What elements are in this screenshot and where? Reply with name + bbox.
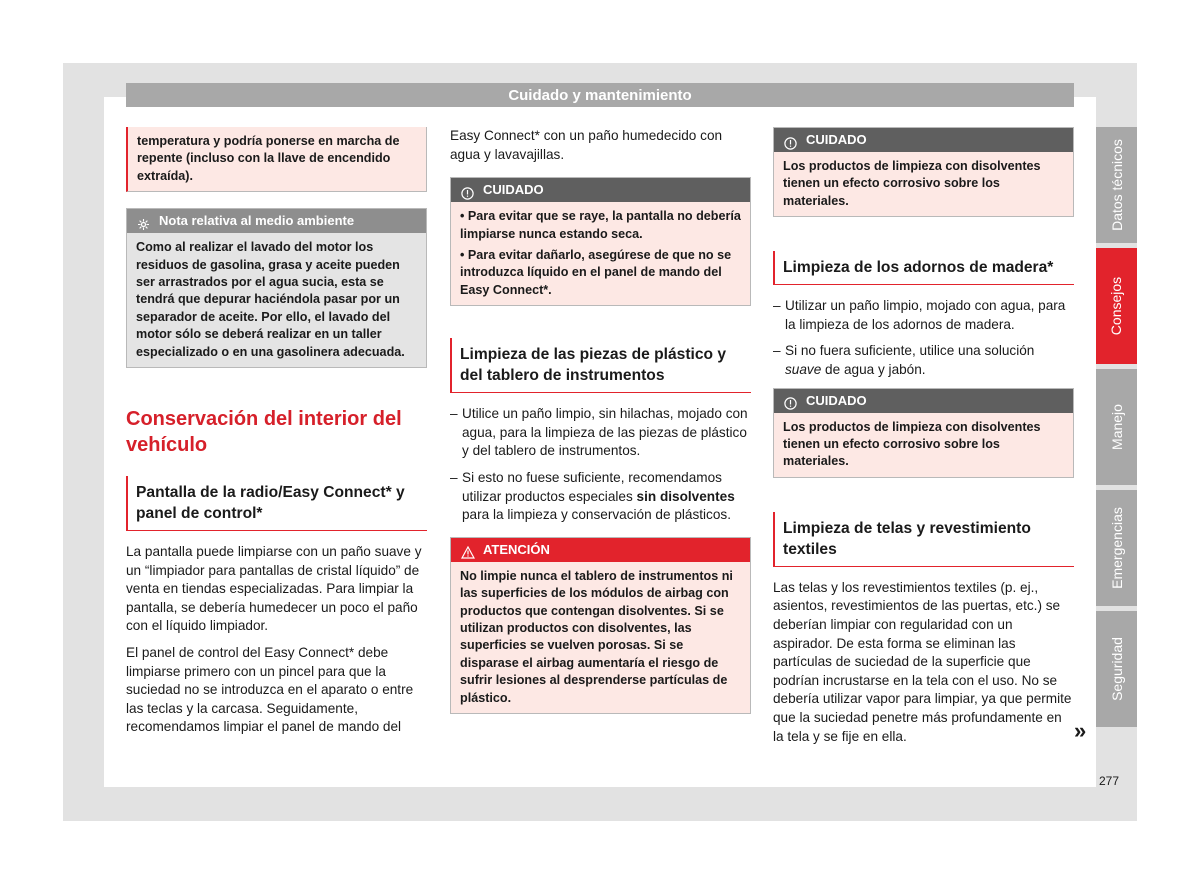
subsection-title-wood: Limpieza de los adornos de madera*	[773, 251, 1074, 285]
leaf-icon	[137, 215, 150, 228]
subsection-title-fabric: Limpieza de telas y revestimiento textiles	[773, 512, 1074, 567]
list-item: – Si esto no fuese suficiente, recomendamos utilizar productos especiales sin disolventes para la limpieza y conservación de plásticos.	[450, 470, 735, 523]
warning-continuation: temperatura y podría ponerse en marcha de repente (incluso con la llave de encendido extraída).	[126, 127, 427, 192]
attention-header: ATENCIÓN	[451, 538, 750, 562]
environment-note: Nota relativa al medio ambiente Como al realizar el lavado del motor los residuos de gasolina, grasa y aceite pueden ser arrastrados por el agua sucia, esta se tendrá que depurar haciéndola pasar por un separador de aceite. Por ello, el lavado del motor sólo se deberá realizar en un taller especializado o en una gasolinera adecuada.	[126, 208, 427, 368]
warning-triangle-icon	[461, 543, 474, 556]
continue-chevron: »	[1074, 718, 1087, 743]
paragraph: El panel de control del Easy Connect* debe limpiarse primero con un pincel para que la suciedad no se introduzca en el aparato o entre las teclas y la carcasa. Seguidamente, recomendamos limpiar el panel de mando del	[126, 645, 414, 735]
side-tab-seguridad[interactable]: Seguridad	[1096, 611, 1137, 727]
paragraph: Easy Connect* con un paño humedecido con agua y lavavajillas.	[450, 128, 723, 162]
info-circle-icon	[784, 134, 797, 147]
section-title: Conservación del interior del vehículo	[126, 408, 402, 457]
page-number: 277	[1099, 774, 1120, 788]
paragraph: Las telas y los revestimientos textiles (p. ej., asientos, revestimientos de las puertas, etc.) se deberían limpiar con regularidad con un aspirador. De esta forma se eliminan las partículas de suciedad de la superficie que podrían incrustarse en la tela con el uso. No se debería utilizar vapor para limpiar, ya que permite que la suciedad penetre más profundamente en la tela y se fije en ella.	[773, 579, 1072, 744]
side-tab-consejos[interactable]: Consejos	[1096, 248, 1137, 364]
instruction-list	[450, 405, 751, 525]
subsection-title-radio: Pantalla de la radio/Easy Connect* y panel de control*	[126, 476, 427, 531]
list-item: – Utilice un paño limpio, sin hilachas, mojado con agua, para la limpieza de las piezas de plástico y del tablero de instrumentos.	[450, 406, 748, 459]
chapter-header: Cuidado y mantenimiento	[126, 83, 1074, 107]
side-tab-datos-tecnicos[interactable]: Datos técnicos	[1096, 127, 1137, 243]
side-tab-manejo[interactable]: Manejo	[1096, 369, 1137, 485]
caution-box: CUIDADO Los productos de limpieza con disolventes tienen un efecto corrosivo sobre los materiales.	[773, 388, 1074, 478]
caution-header: CUIDADO	[774, 389, 1073, 413]
info-circle-icon	[461, 184, 474, 197]
caution-bullet: • Para evitar dañarlo, asegúrese de que no se introduzca líquido en el panel de mando del Easy Connect*.	[460, 248, 732, 297]
list-item: – Si no fuera suficiente, utilice una solución suave de agua y jabón.	[773, 343, 1035, 377]
side-tab-emergencias[interactable]: Emergencias	[1096, 490, 1137, 606]
caution-header: CUIDADO	[451, 178, 750, 202]
paragraph: La pantalla puede limpiarse con un paño suave y un “limpiador para pantallas de cristal líquido” de venta en tiendas especializadas. Para limpiar la pantalla, se debería humedecer un poco el paño con el líquido limpiador.	[126, 544, 422, 634]
subsection-title-plastic: Limpieza de las piezas de plástico y del tablero de instrumentos	[450, 338, 751, 393]
info-circle-icon	[784, 394, 797, 407]
caution-header: CUIDADO	[774, 128, 1073, 152]
caution-bullet: • Para evitar que se raye, la pantalla no debería limpiarse nunca estando seca.	[460, 209, 741, 241]
caution-box	[450, 177, 751, 306]
instruction-list	[773, 297, 1074, 379]
attention-box: ATENCIÓN No limpie nunca el tablero de instrumentos ni las superficies de los módulos de airbag con productos que contengan disolventes. Si se utilizan productos con disolventes, las superficies se vuelven porosas. Si se disparase el airbag aumentaría el riesgo de sufrir lesiones al desprenderse partículas de plástico.	[450, 537, 751, 714]
column-2	[450, 127, 751, 724]
caution-box: CUIDADO Los productos de limpieza con disolventes tienen un efecto corrosivo sobre los materiales.	[773, 127, 1074, 217]
environment-note-header: Nota relativa al medio ambiente	[127, 209, 426, 233]
column-3	[773, 127, 1074, 754]
list-item: – Utilizar un paño limpio, mojado con agua, para la limpieza de los adornos de madera.	[773, 298, 1066, 332]
column-1	[126, 127, 427, 745]
